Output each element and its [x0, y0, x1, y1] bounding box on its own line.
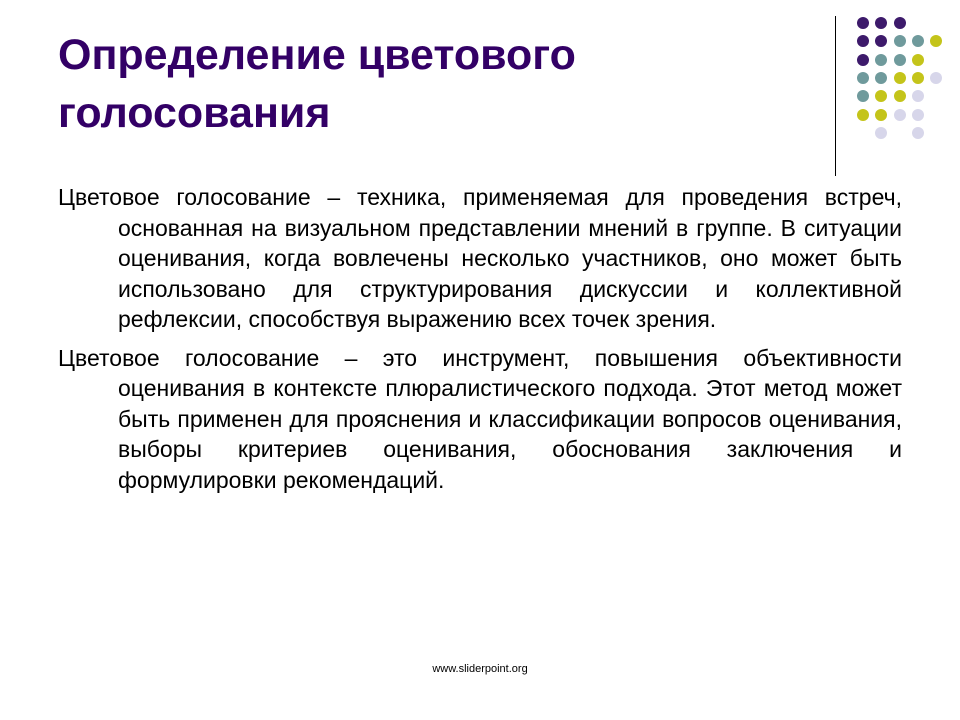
decorative-dot — [912, 35, 924, 47]
decorative-dot — [875, 109, 887, 121]
decorative-dot — [857, 90, 869, 102]
decorative-dot — [875, 35, 887, 47]
decorative-dot — [857, 72, 869, 84]
decorative-dot — [912, 109, 924, 121]
decorative-dot — [912, 54, 924, 66]
decorative-dot — [857, 54, 869, 66]
decorative-dot — [875, 127, 887, 139]
decorative-dot — [912, 72, 924, 84]
decorative-dot — [930, 35, 942, 47]
decorative-dot — [894, 109, 906, 121]
decorative-dot — [875, 72, 887, 84]
decorative-dot — [912, 90, 924, 102]
decorative-dot — [894, 72, 906, 84]
footer-url: www.sliderpoint.org — [432, 663, 528, 675]
decorative-dot — [930, 72, 942, 84]
body-paragraph-2: Цветовое голосование – это инструмент, повышения объективности оценивания в контексте плюралистического подхода. Этот метод может быть применен для прояснения и классификации вопросов оценивания, выборы критериев оценивания, обоснования заключения и формулировки рекомендаций. — [58, 344, 902, 493]
decorative-dot — [894, 54, 906, 66]
decorative-dot — [875, 17, 887, 29]
decorative-dot — [857, 35, 869, 47]
slide-body — [58, 182, 902, 503]
vertical-divider — [835, 16, 836, 176]
decorative-dot — [875, 90, 887, 102]
decorative-dot — [912, 127, 924, 139]
decorative-dot — [894, 35, 906, 47]
decorative-dot — [894, 90, 906, 102]
slide-title: Определение цветового голосования — [58, 31, 576, 137]
decorative-dot — [857, 17, 869, 29]
decorative-dot — [857, 109, 869, 121]
body-paragraph-1: Цветовое голосование – техника, применяемая для проведения встреч, основанная на визуальном представлении мнений в группе. В ситуации оценивания, когда вовлечены несколько участников, оно может быть использовано для структурирования дискуссии и коллективной рефлексии, способствуя выражению всех точек зрения. — [58, 184, 902, 332]
decorative-dot — [894, 17, 906, 29]
decorative-dot — [875, 54, 887, 66]
